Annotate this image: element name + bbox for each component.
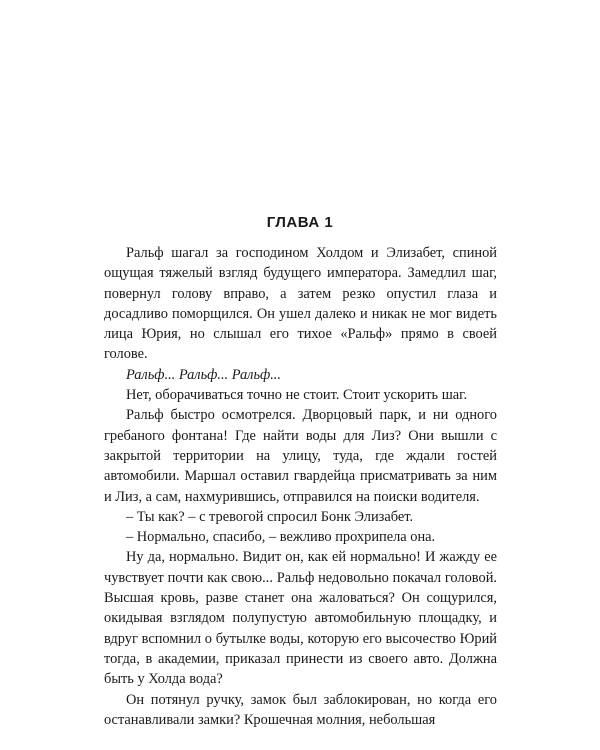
paragraph: Ральф шагал за господином Холдом и Элизабет, спиной ощущая тяжелый взгляд будущего императора. Замедлил шаг, повернул голову вправо, а затем резко опустил глаза и досадливо поморщился. Он ушел далеко и никак не мог видеть лица Юрия, но слышал его тихое «Ральф» прямо в своей голове. xyxy=(104,245,497,363)
chapter-text xyxy=(104,243,497,730)
paragraph: Нет, оборачиваться точно не стоит. Стоит ускорить шаг. xyxy=(126,387,468,404)
chapter-title: ГЛАВА 1 xyxy=(266,214,334,231)
paragraph: Он потянул ручку, замок был заблокирован, но когда его останавливали замки? Крошечная молния, небольшая xyxy=(104,691,497,728)
dialogue-line: – Нормально, спасибо, – вежливо прохрипела она. xyxy=(126,529,436,546)
paragraph: Ну да, нормально. Видит он, как ей нормально! И жажду ее чувствует почти как свою... Ральф недовольно покачал головой. Высшая кровь, разве станет она жаловаться? Он сощурился, окидывая взглядом полупустую автомобильную площадку, и вдруг вспомнил о бутылке воды, которую его высочество Юрий тогда, в академии, приказал принести из своего авто. Должна быть у Холда вода? xyxy=(104,549,497,688)
dialogue-line: – Ты как? – с тревогой спросил Бонк Элизабет. xyxy=(126,508,414,525)
paragraph: Ральф быстро осмотрелся. Дворцовый парк, и ни одного гребаного фонтана! Где найти воды для Лиз? Они вышли с закрытой территории на улицу, туда, где ждали гостей автомобили. Маршал оставил гвардейца присматривать за ним и Лиз, а сам, нахмурившись, отправился на поиски водителя. xyxy=(104,407,497,505)
paragraph-italic: Ральф... Ральф... Ральф... xyxy=(126,366,282,383)
